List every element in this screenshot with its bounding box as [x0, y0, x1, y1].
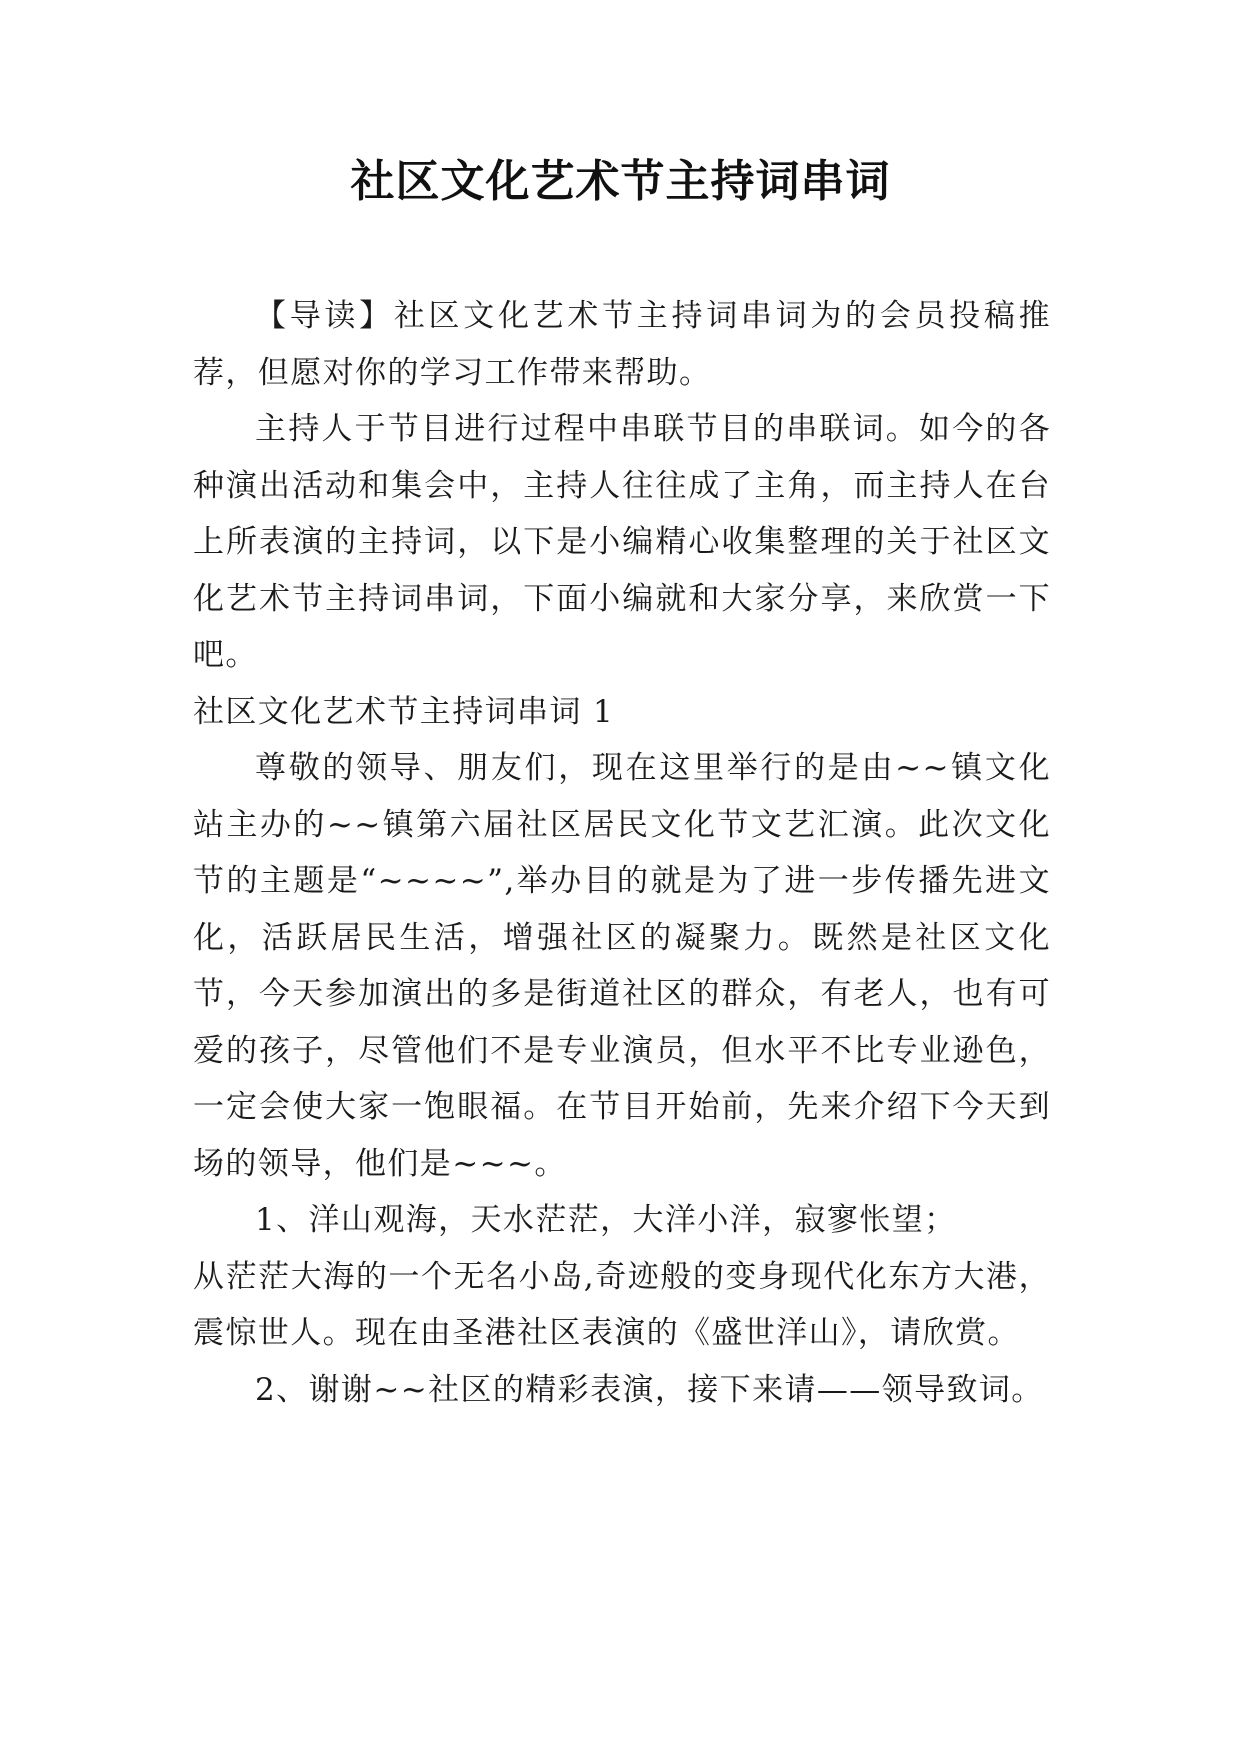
- program-item-1: 1、洋山观海，天水茫茫，大洋小洋，寂寥怅望；: [255, 1202, 957, 1238]
- description-paragraph: 主持人于节目进行过程中串联节目的串联词。如今的各种演出活动和集会中，主持人往往成了主角，而主持人在台上所表演的主持词，以下是小编精心收集整理的关于社区文化艺术节主持词串词，下面小编就和大家分享，来欣赏一下吧。: [193, 411, 1051, 673]
- program-item-1-continuation: 从茫茫大海的一个无名小岛,奇迹般的变身现代化东方大港，震惊世人。现在由圣港社区表演的《盛世洋山》，请欣赏。: [193, 1258, 1051, 1351]
- program-item-2: 2、谢谢~~社区的精彩表演，接下来请——领导致词。: [255, 1371, 1044, 1408]
- section-heading: 社区文化艺术节主持词串词 1: [193, 693, 615, 730]
- document-body: [193, 288, 1051, 1418]
- opening-speech-paragraph: 尊敬的领导、朋友们，现在这里举行的是由~~镇文化站主办的~~镇第六届社区居民文化节文艺汇演。此次文化节的主题是“~~~~”,举办目的就是为了进一步传播先进文化，活跃居民生活，增强社区的凝聚力。既然是社区文化节，今天参加演出的多是街道社区的群众，有老人，也有可爱的孩子，尽管他们不是专业演员，但水平不比专业逊色，一定会使大家一饱眼福。在节目开始前，先来介绍下今天到场的领导，他们是~~~。: [193, 750, 1051, 1182]
- intro-paragraph: 【导读】社区文化艺术节主持词串词为的会员投稿推荐，但愿对你的学习工作带来帮助。: [193, 298, 1051, 391]
- document-title: 社区文化艺术节主持词串词: [350, 156, 891, 207]
